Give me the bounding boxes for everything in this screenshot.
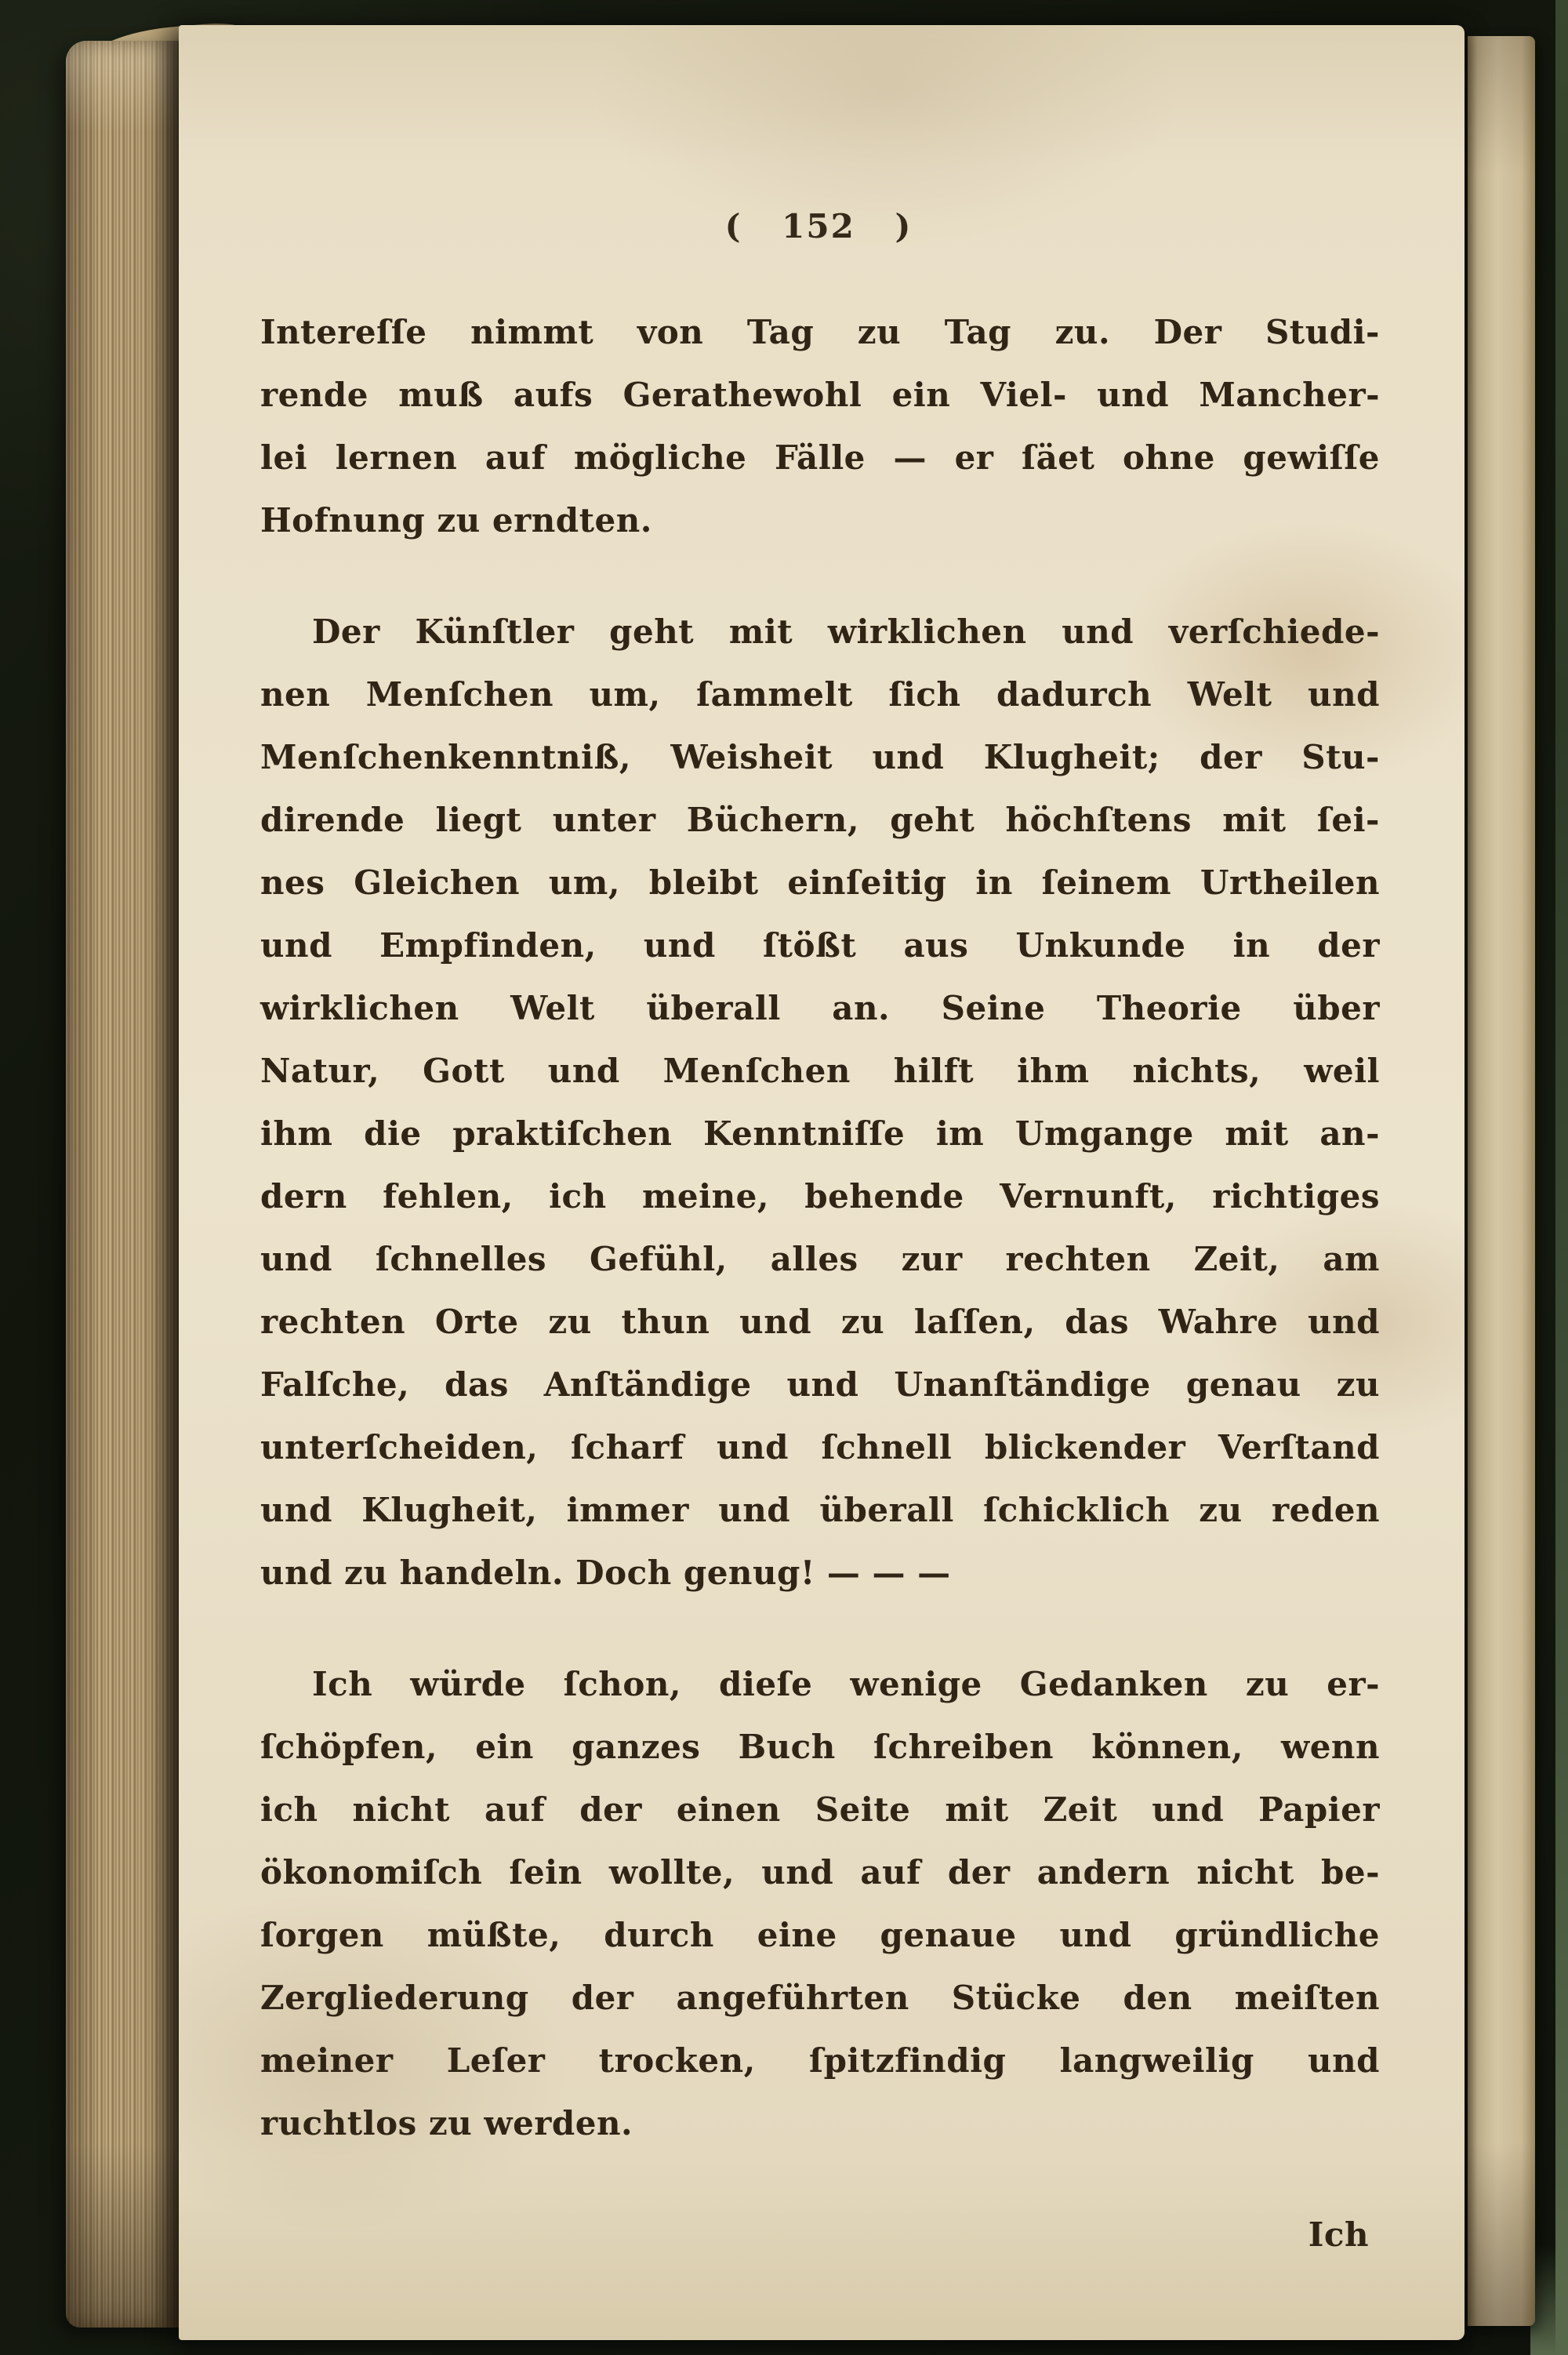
text-line: ihm die praktiſchen Kenntniſſe im Umgange mit an- bbox=[260, 1114, 1380, 1153]
text-line: wirklichen Welt überall an. Seine Theorie über bbox=[260, 989, 1380, 1027]
background-corner-patch bbox=[1530, 2245, 1568, 2355]
text-line: und Klugheit, immer und überall ſchicklich zu reden bbox=[260, 1491, 1380, 1529]
text-line: ſorgen müßte, durch eine genaue und gründliche bbox=[260, 1916, 1380, 1954]
page-number-header: ( 152 ) bbox=[724, 207, 913, 245]
text-line: ruchtlos zu werden. bbox=[260, 2104, 633, 2142]
next-page-edge bbox=[1468, 36, 1535, 2326]
text-line: ſchöpfen, ein ganzes Buch ſchreiben können, wenn bbox=[260, 1728, 1380, 1766]
text-line: ökonomiſch ſein wollte, und auf der andern nicht be- bbox=[260, 1853, 1380, 1892]
book-page bbox=[179, 25, 1465, 2340]
text-line: rechten Orte zu thun und zu laſſen, das Wahre und bbox=[260, 1303, 1380, 1341]
text-line: Hofnung zu erndten. bbox=[260, 501, 652, 540]
text-line: und Empfinden, und ſtößt aus Unkunde in der bbox=[260, 926, 1380, 965]
text-line: ich nicht auf der einen Seite mit Zeit und Papier bbox=[260, 1790, 1380, 1829]
text-line: dern fehlen, ich meine, behende Vernunft, richtiges bbox=[260, 1177, 1380, 1216]
body-text bbox=[260, 301, 1380, 2266]
paragraph bbox=[260, 1653, 1380, 2155]
text-line: nes Gleichen um, bleibt einſeitig in ſeinem Urtheilen bbox=[260, 863, 1380, 902]
paragraph bbox=[260, 301, 1380, 552]
paragraph bbox=[260, 601, 1380, 1605]
text-line: rende muß aufs Gerathewohl ein Viel- und Mancher- bbox=[260, 376, 1380, 414]
text-line: Ich würde ſchon, dieſe wenige Gedanken zu er- bbox=[312, 1665, 1380, 1703]
text-line: dirende liegt unter Büchern, geht höchſtens mit ſei- bbox=[260, 801, 1380, 839]
text-line: Natur, Gott und Menſchen hilft ihm nichts, weil bbox=[260, 1052, 1380, 1090]
text-line: Menſchenkenntniß, Weisheit und Klugheit; der Stu- bbox=[260, 738, 1380, 776]
text-line: Falſche, das Anſtändige und Unanſtändige genau zu bbox=[260, 1365, 1380, 1404]
text-line: und zu handeln. Doch genug! — — — bbox=[260, 1554, 951, 1592]
text-line: Intereſſe nimmt von Tag zu Tag zu. Der Studi- bbox=[260, 313, 1380, 351]
text-line: unterſcheiden, ſcharf und ſchnell blickender Verſtand bbox=[260, 1428, 1380, 1466]
catchword: Ich bbox=[1308, 2215, 1369, 2254]
text-line: meiner Leſer trocken, ſpitzfindig langweilig und bbox=[260, 2041, 1380, 2080]
book-fore-edge-page-stack bbox=[66, 41, 185, 2328]
text-line: Zergliederung der angeführten Stücke den meiſten bbox=[260, 1979, 1380, 2017]
text-line: nen Menſchen um, ſammelt ſich dadurch Welt und bbox=[260, 675, 1380, 714]
background-right-strip bbox=[1555, 0, 1568, 2355]
text-line: lei lernen auf mögliche Fälle — er ſäet ohne gewiſſe bbox=[260, 438, 1380, 477]
text-line: und ſchnelles Gefühl, alles zur rechten Zeit, am bbox=[260, 1240, 1380, 1278]
text-line: Der Künſtler geht mit wirklichen und verſchiede- bbox=[312, 612, 1380, 651]
